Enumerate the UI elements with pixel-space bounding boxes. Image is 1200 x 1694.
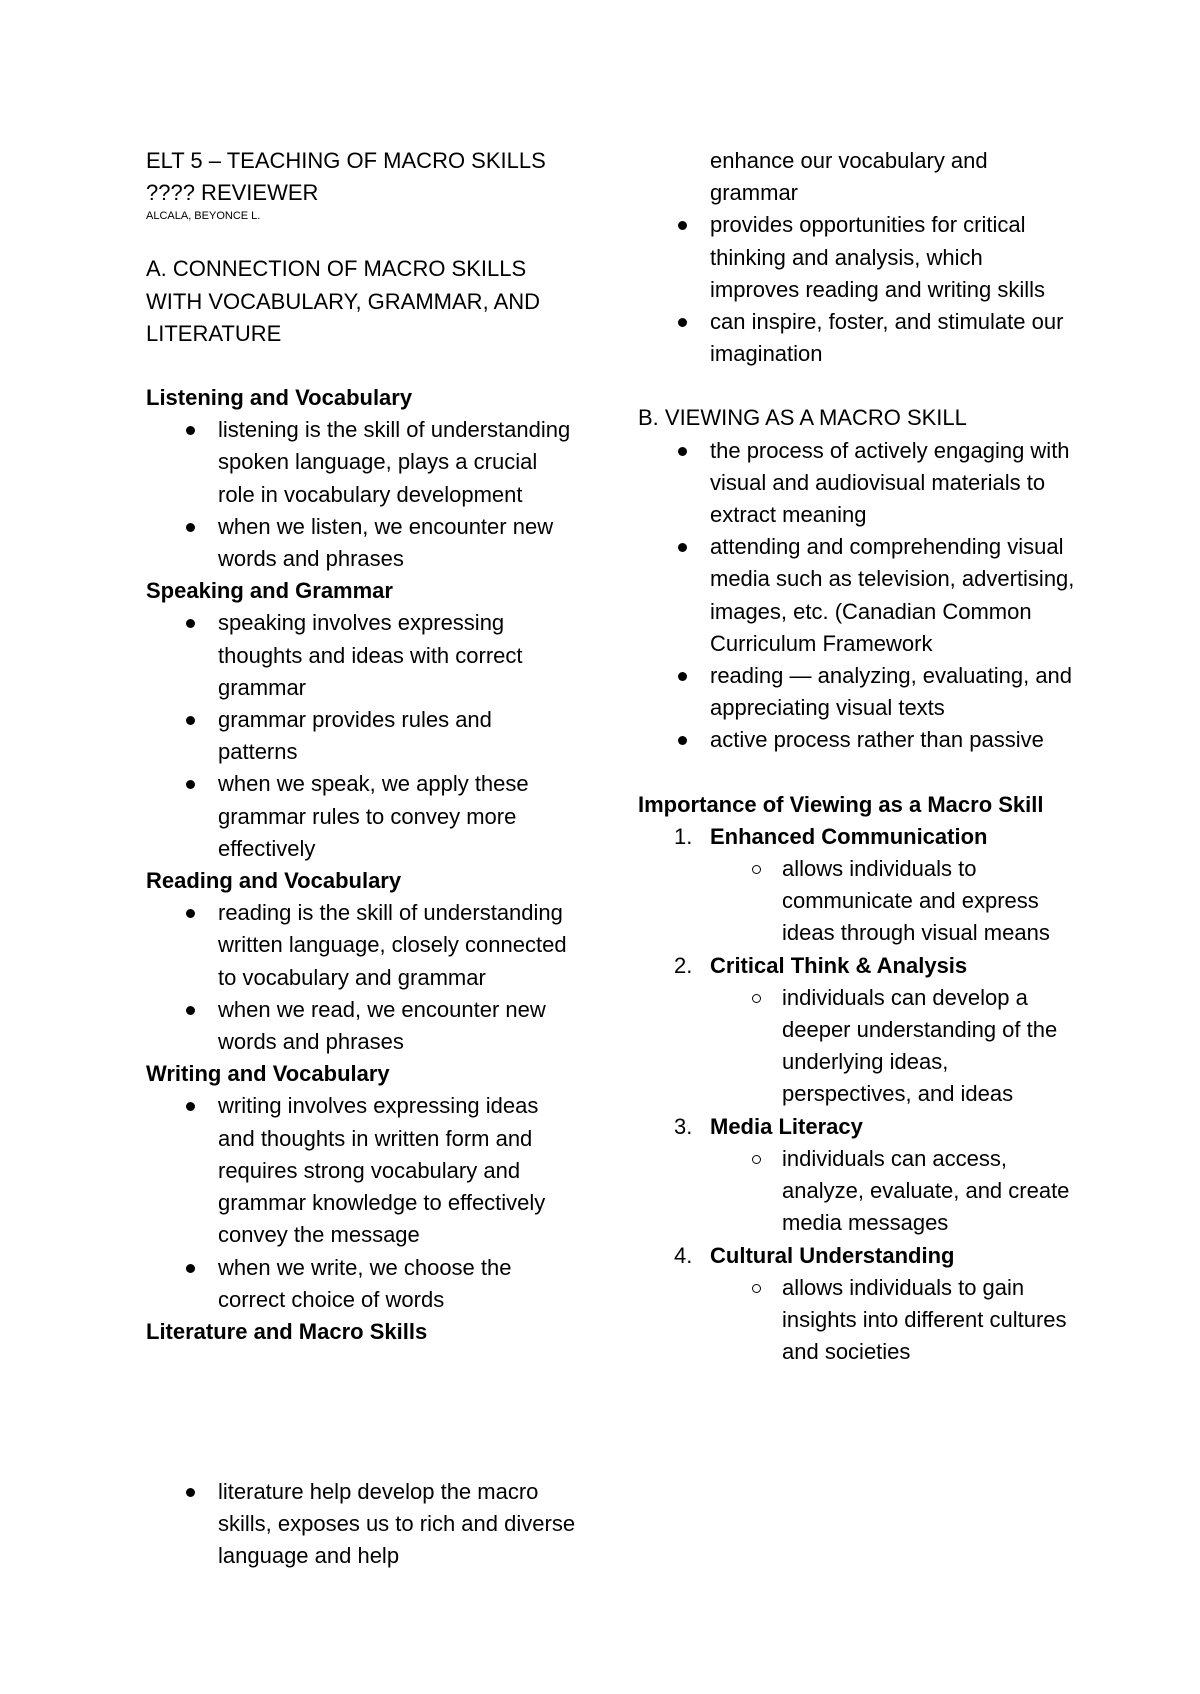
importance-detail: individuals can access, analyze, evaluate, and create media messages <box>638 1143 1078 1240</box>
importance-item <box>638 821 1078 853</box>
list-item: can inspire, foster, and stimulate our imagination <box>638 306 1078 370</box>
item-number: 1. <box>674 823 693 849</box>
literature-item-1-start: literature help develop the macro skills, exposes us to rich and diverse language and help <box>218 1479 576 1569</box>
author-name: ALCALA, BEYONCE L. <box>146 210 261 223</box>
list-item: reading — analyzing, evaluating, and appreciating visual texts <box>638 660 1078 724</box>
section-a-heading: A. CONNECTION OF MACRO SKILLS WITH VOCABULARY, GRAMMAR, AND LITERATURE <box>146 256 541 346</box>
document-title: ELT 5 – TEACHING OF MACRO SKILLS ???? REVIEWER <box>146 148 546 206</box>
importance-detail: allows individuals to gain insights into different cultures and societies <box>638 1272 1078 1369</box>
literature-bullets-right <box>638 209 1078 370</box>
right-column-content <box>638 145 1078 1368</box>
list-item: active process rather than passive <box>638 724 1078 756</box>
importance-item <box>638 1240 1078 1272</box>
group-title-speaking: Speaking and Grammar <box>146 578 393 604</box>
importance-detail: individuals can develop a deeper understanding of the underlying ideas, perspectives, and ideas <box>638 982 1078 1111</box>
item-number: 4. <box>674 1242 693 1268</box>
importance-item <box>638 1111 1078 1143</box>
list-item: when we read, we encounter new words and phrases <box>146 994 576 1058</box>
item-number: 3. <box>674 1113 693 1139</box>
literature-bullets-left <box>146 1476 576 1573</box>
listening-bullet-list <box>146 414 576 575</box>
group-title-reading: Reading and Vocabulary <box>146 868 402 894</box>
list-item: listening is the skill of understanding spoken language, plays a crucial role in vocabulary development <box>146 414 576 511</box>
literature-item-1-continued: enhance our vocabulary and grammar <box>710 148 988 206</box>
importance-numbered-list <box>638 821 1078 1368</box>
group-title-writing: Writing and Vocabulary <box>146 1061 390 1087</box>
item-number: 2. <box>674 952 693 978</box>
list-item: reading is the skill of understanding written language, closely connected to vocabulary and grammar <box>146 897 576 994</box>
list-item: when we listen, we encounter new words and phrases <box>146 511 576 575</box>
list-item <box>146 1476 576 1573</box>
list-item: provides opportunities for critical thinking and analysis, which improves reading and writing skills <box>638 209 1078 306</box>
list-item: attending and comprehending visual media such as television, advertising, images, etc. (Canadian Common Curriculum Framework <box>638 531 1078 660</box>
group-title-literature: Literature and Macro Skills <box>146 1318 428 1344</box>
writing-bullet-list <box>146 1090 576 1315</box>
list-item: writing involves expressing ideas and thoughts in written form and requires strong vocabulary and grammar knowledge to effectively convey the message <box>146 1090 576 1251</box>
literature-list-part-1 <box>146 1476 576 1573</box>
item-label: Critical Think & Analysis <box>710 952 968 978</box>
group-title-listening: Listening and Vocabulary <box>146 385 413 411</box>
left-column <box>146 145 576 1348</box>
importance-detail: allows individuals to communicate and express ideas through visual means <box>638 853 1078 950</box>
list-item: when we speak, we apply these grammar rules to convey more effectively <box>146 768 576 865</box>
list-item: grammar provides rules and patterns <box>146 704 576 768</box>
item-label: Enhanced Communication <box>710 823 988 849</box>
importance-item <box>638 950 1078 982</box>
importance-heading: Importance of Viewing as a Macro Skill <box>638 791 1044 817</box>
list-item: speaking involves expressing thoughts and ideas with correct grammar <box>146 607 576 704</box>
speaking-bullet-list <box>146 607 576 865</box>
item-label: Cultural Understanding <box>710 1242 955 1268</box>
list-item: the process of actively engaging with visual and audiovisual materials to extract meaning <box>638 435 1078 532</box>
item-label: Media Literacy <box>710 1113 863 1139</box>
viewing-bullet-list <box>638 435 1078 757</box>
section-b-heading: B. VIEWING AS A MACRO SKILL <box>638 405 967 431</box>
reading-bullet-list <box>146 897 576 1058</box>
list-item: when we write, we choose the correct choice of words <box>146 1252 576 1316</box>
